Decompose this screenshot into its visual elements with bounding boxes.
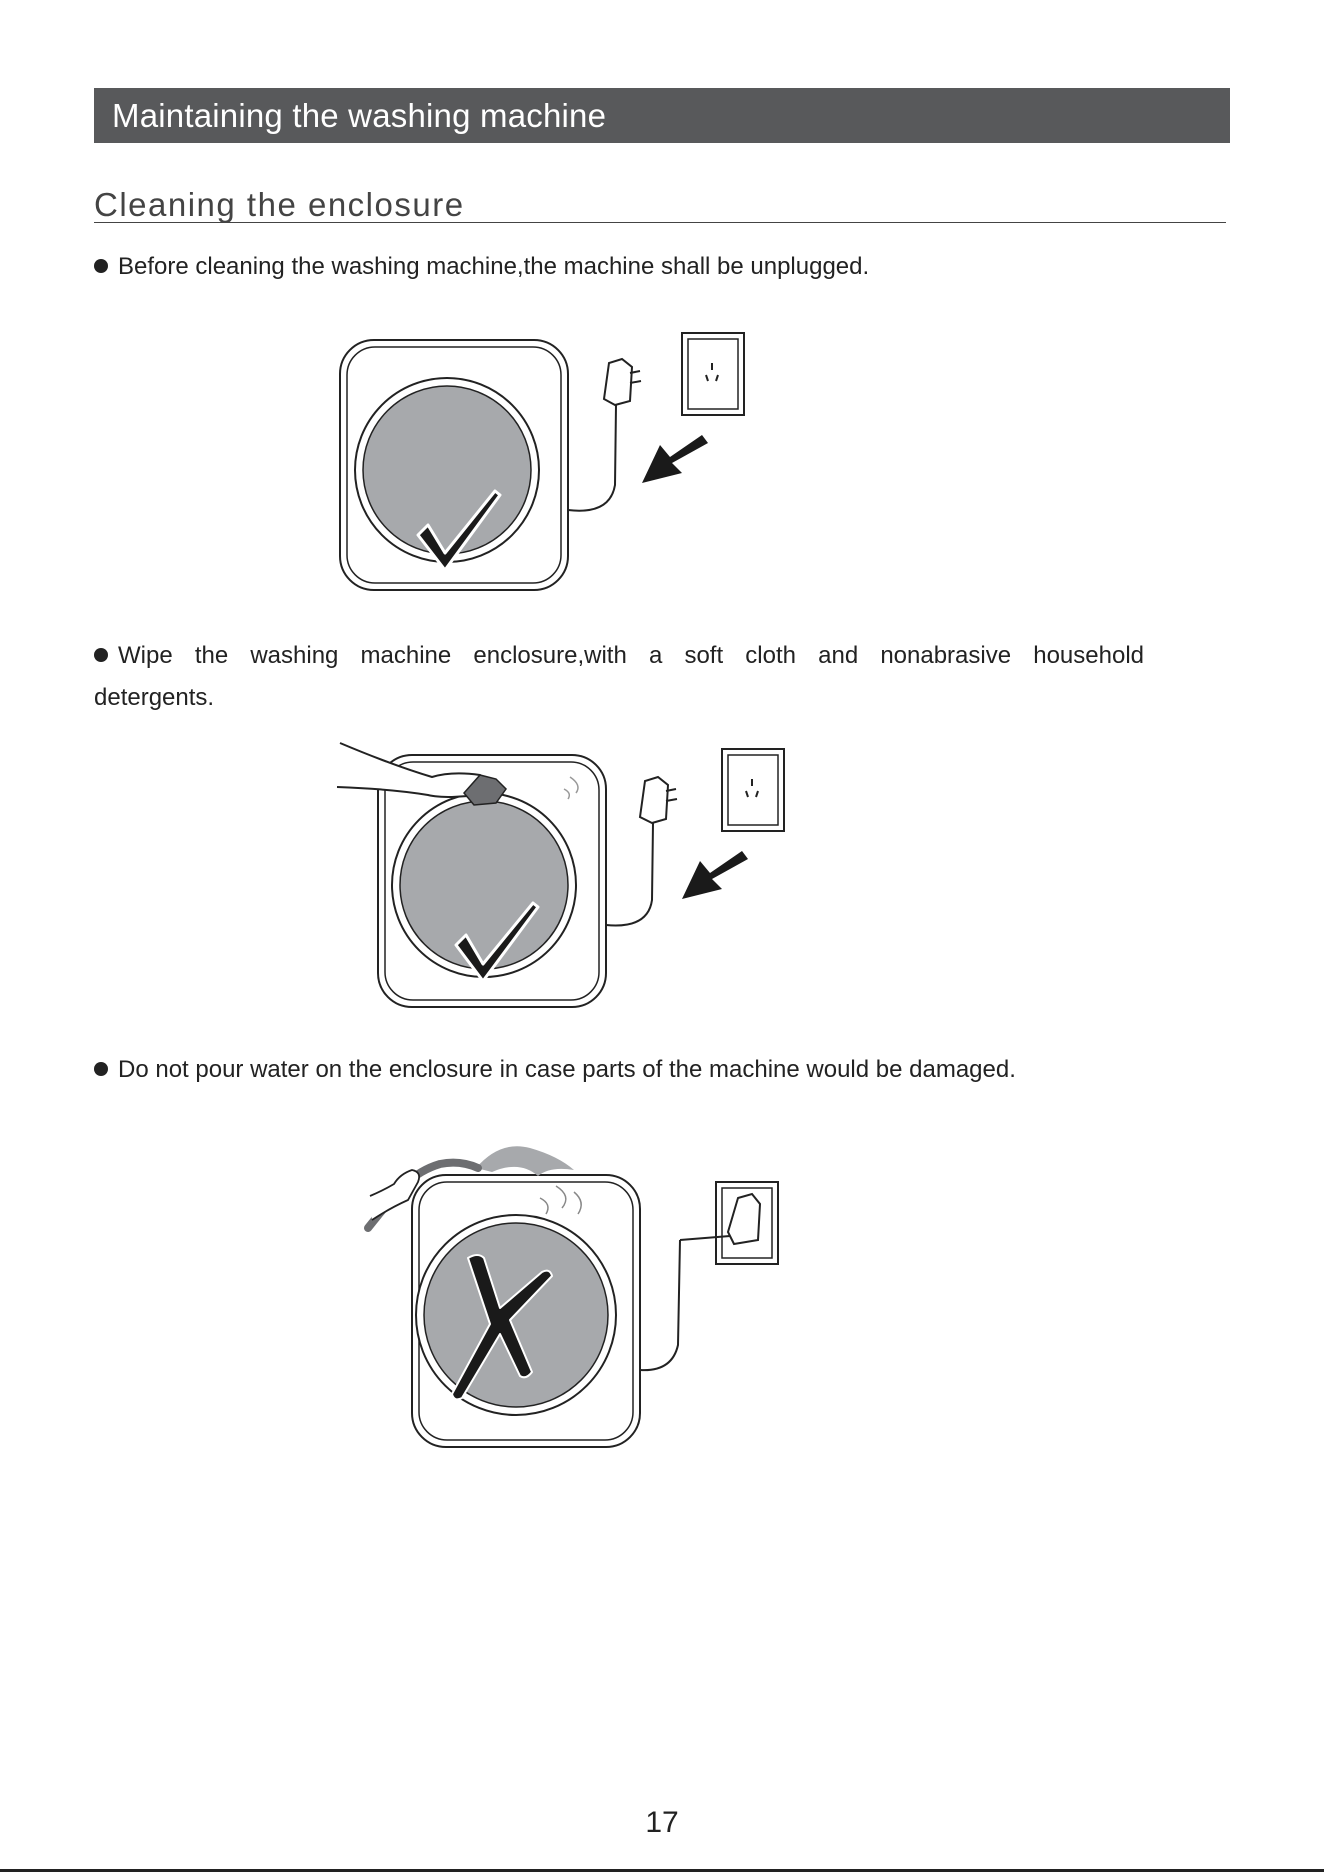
instruction-wipe [94, 635, 1144, 719]
wall-socket-icon [722, 749, 784, 831]
power-cord-icon [606, 823, 653, 925]
wall-socket-icon [682, 333, 744, 415]
section-title: Maintaining the washing machine [112, 97, 607, 134]
instruction-text: Wipe the washing machine enclosure,with a soft cloth and nonabrasive household detergents. [94, 642, 1144, 711]
section-title-bar [94, 88, 1230, 143]
bullet-icon [94, 1062, 108, 1076]
instruction-text: Do not pour water on the enclosure in case parts of the machine would be damaged. [118, 1056, 1016, 1083]
instruction-text: Before cleaning the washing machine,the machine shall be unplugged. [118, 253, 870, 280]
plug-icon [604, 359, 641, 405]
bullet-icon [94, 259, 108, 273]
instruction-unplug [94, 246, 1094, 288]
bullet-icon [94, 648, 108, 662]
wipe-illustration [332, 735, 812, 1015]
power-cord-icon [568, 405, 616, 511]
plug-icon [640, 777, 677, 823]
water-warning-illustration [360, 1140, 820, 1455]
power-cord-icon [640, 1240, 680, 1370]
arrow-icon [682, 851, 748, 899]
subsection-title: Cleaning the enclosure [94, 180, 1226, 223]
instruction-no-water [94, 1049, 1194, 1091]
arrow-icon [642, 435, 708, 483]
unplug-illustration [330, 325, 760, 600]
page-number: 17 [645, 1806, 679, 1839]
washing-machine-icon [412, 1175, 640, 1447]
